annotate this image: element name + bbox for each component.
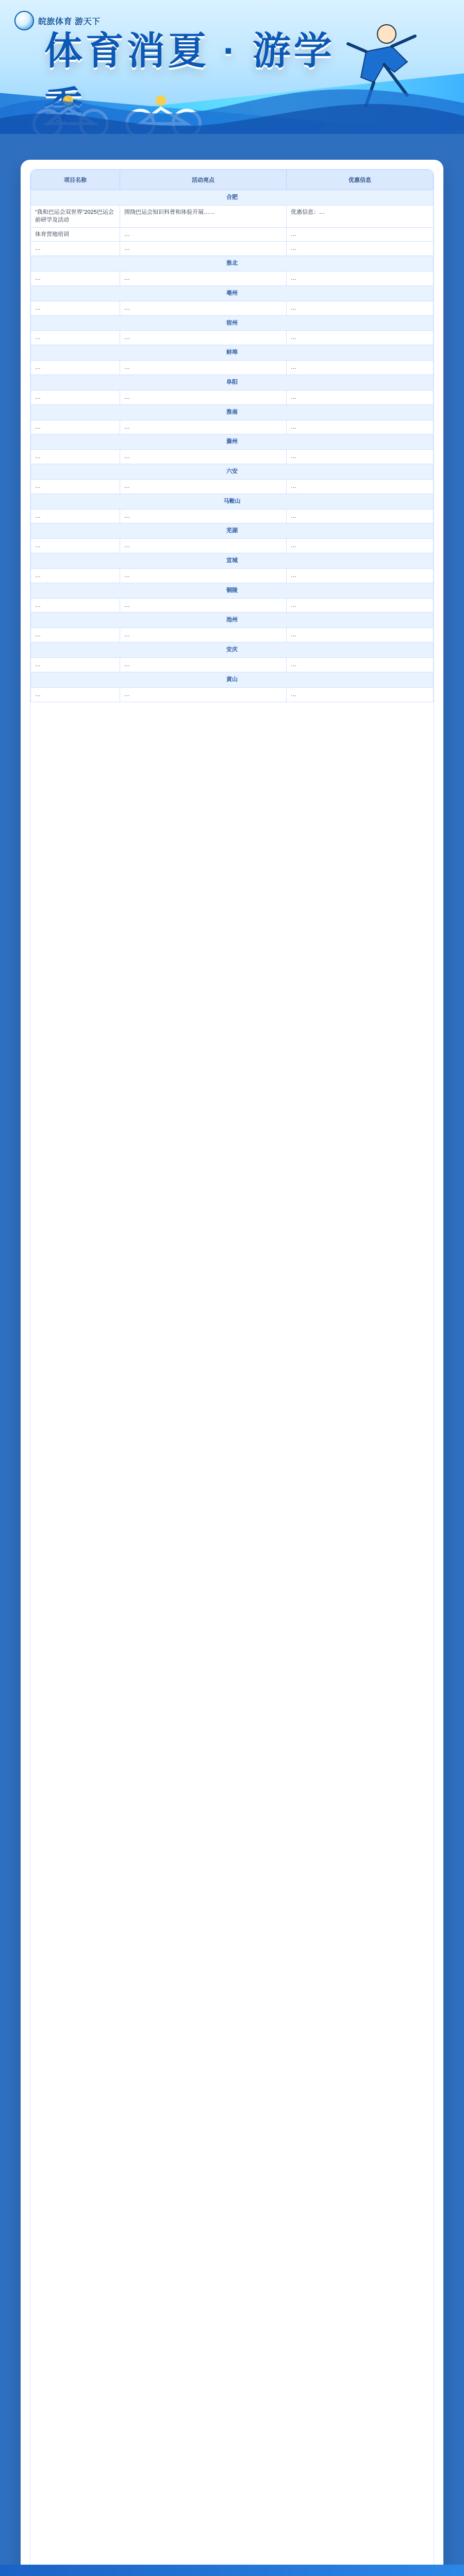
- activity-name: …: [31, 420, 120, 434]
- region-label: 铜陵: [31, 583, 434, 598]
- banner-hills: [0, 72, 464, 134]
- region-label: 合肥: [31, 190, 434, 206]
- activity-highlights: …: [120, 272, 287, 286]
- activity-highlights: …: [120, 390, 287, 404]
- region-row: [31, 434, 434, 450]
- region-label: 宣城: [31, 553, 434, 569]
- region-row: [31, 375, 434, 390]
- activity-name: …: [31, 361, 120, 375]
- activity-name: …: [31, 687, 120, 702]
- table-row: [31, 242, 434, 256]
- region-row: [31, 285, 434, 301]
- activity-offers: …: [287, 658, 434, 672]
- activity-name: 体育营地培训: [31, 227, 120, 242]
- region-row: [31, 553, 434, 569]
- region-label: 蚌埠: [31, 345, 434, 361]
- region-label: 淮北: [31, 256, 434, 272]
- region-label: 亳州: [31, 285, 434, 301]
- activity-highlights: …: [120, 301, 287, 315]
- region-row: [31, 672, 434, 687]
- header-offers: 优惠信息: [287, 170, 434, 190]
- region-label: 宿州: [31, 315, 434, 331]
- header-row: [31, 170, 434, 190]
- table-row: [31, 450, 434, 464]
- region-row: [31, 190, 434, 206]
- content-table-container: [30, 169, 434, 2576]
- logo-text: 皖旅体育 游天下: [38, 17, 101, 26]
- activity-name: …: [31, 628, 120, 642]
- activity-offers: …: [287, 479, 434, 494]
- table-row: [31, 331, 434, 345]
- table-header: [31, 170, 434, 190]
- activity-highlights: …: [120, 628, 287, 642]
- table-row: [31, 272, 434, 286]
- region-row: [31, 345, 434, 361]
- region-label: 芜湖: [31, 523, 434, 539]
- bottom-band: [0, 2565, 464, 2576]
- region-row: [31, 464, 434, 480]
- activity-offers: …: [287, 272, 434, 286]
- activity-highlights: …: [120, 598, 287, 613]
- activity-offers: …: [287, 390, 434, 404]
- activity-highlights: …: [120, 509, 287, 523]
- table-row: [31, 568, 434, 583]
- activity-offers: …: [287, 420, 434, 434]
- table-row: [31, 301, 434, 315]
- activity-name: …: [31, 450, 120, 464]
- region-row: [31, 256, 434, 272]
- table-row: [31, 628, 434, 642]
- header-highlights: 活动亮点: [120, 170, 287, 190]
- activity-offers: …: [287, 509, 434, 523]
- region-label: 滁州: [31, 434, 434, 450]
- content-card: [21, 160, 443, 2576]
- region-row: [31, 583, 434, 598]
- page-title: 体育消夏 · 游学: [44, 29, 335, 72]
- activity-offers: …: [287, 539, 434, 553]
- top-banner: [0, 0, 464, 134]
- activity-highlights: …: [120, 227, 287, 242]
- region-label: 六安: [31, 464, 434, 480]
- table-row: [31, 598, 434, 613]
- header-name: 项目名称: [31, 170, 120, 190]
- region-label: 马鞍山: [31, 494, 434, 509]
- table-row: [31, 390, 434, 404]
- activity-offers: …: [287, 301, 434, 315]
- activity-name: …: [31, 658, 120, 672]
- activity-offers: …: [287, 628, 434, 642]
- activities-table: [30, 170, 434, 702]
- table-row: [31, 658, 434, 672]
- activity-highlights: …: [120, 242, 287, 256]
- region-label: 淮南: [31, 404, 434, 420]
- activity-highlights: …: [120, 361, 287, 375]
- activity-name: …: [31, 242, 120, 256]
- activity-name: …: [31, 272, 120, 286]
- activity-offers: …: [287, 227, 434, 242]
- table-row: [31, 205, 434, 227]
- activity-offers: …: [287, 598, 434, 613]
- table-row: [31, 479, 434, 494]
- region-row: [31, 523, 434, 539]
- activity-offers: …: [287, 568, 434, 583]
- activity-highlights: …: [120, 539, 287, 553]
- activity-offers: …: [287, 242, 434, 256]
- table-row: [31, 227, 434, 242]
- activity-name: …: [31, 509, 120, 523]
- table-row: [31, 539, 434, 553]
- region-label: 池州: [31, 613, 434, 628]
- table-row: [31, 361, 434, 375]
- activity-highlights: …: [120, 450, 287, 464]
- region-row: [31, 315, 434, 331]
- activity-name: …: [31, 390, 120, 404]
- activity-offers: …: [287, 450, 434, 464]
- activity-offers: 优惠信息：…: [287, 205, 434, 227]
- activity-highlights: 围绕巴运会知识科普和体验开展……: [120, 205, 287, 227]
- table-body: [31, 190, 434, 702]
- activity-highlights: …: [120, 687, 287, 702]
- activity-highlights: …: [120, 568, 287, 583]
- activity-offers: …: [287, 687, 434, 702]
- activity-name: …: [31, 331, 120, 345]
- activity-highlights: …: [120, 479, 287, 494]
- region-label: 安庆: [31, 642, 434, 658]
- region-row: [31, 613, 434, 628]
- activity-name: …: [31, 479, 120, 494]
- activity-highlights: …: [120, 420, 287, 434]
- logo-icon: [14, 11, 34, 30]
- region-row: [31, 404, 434, 420]
- activity-name: …: [31, 598, 120, 613]
- activity-offers: …: [287, 361, 434, 375]
- table-row: [31, 687, 434, 702]
- activity-highlights: …: [120, 331, 287, 345]
- activity-name: …: [31, 301, 120, 315]
- region-row: [31, 494, 434, 509]
- table-row: [31, 420, 434, 434]
- activity-highlights: …: [120, 658, 287, 672]
- activity-offers: …: [287, 331, 434, 345]
- activity-name: …: [31, 539, 120, 553]
- activity-name: …: [31, 568, 120, 583]
- table-row: [31, 509, 434, 523]
- region-label: 黄山: [31, 672, 434, 687]
- activity-name: “我和巴运会双世界”2025巴运会前研学及活动: [31, 205, 120, 227]
- region-label: 阜阳: [31, 375, 434, 390]
- region-row: [31, 642, 434, 658]
